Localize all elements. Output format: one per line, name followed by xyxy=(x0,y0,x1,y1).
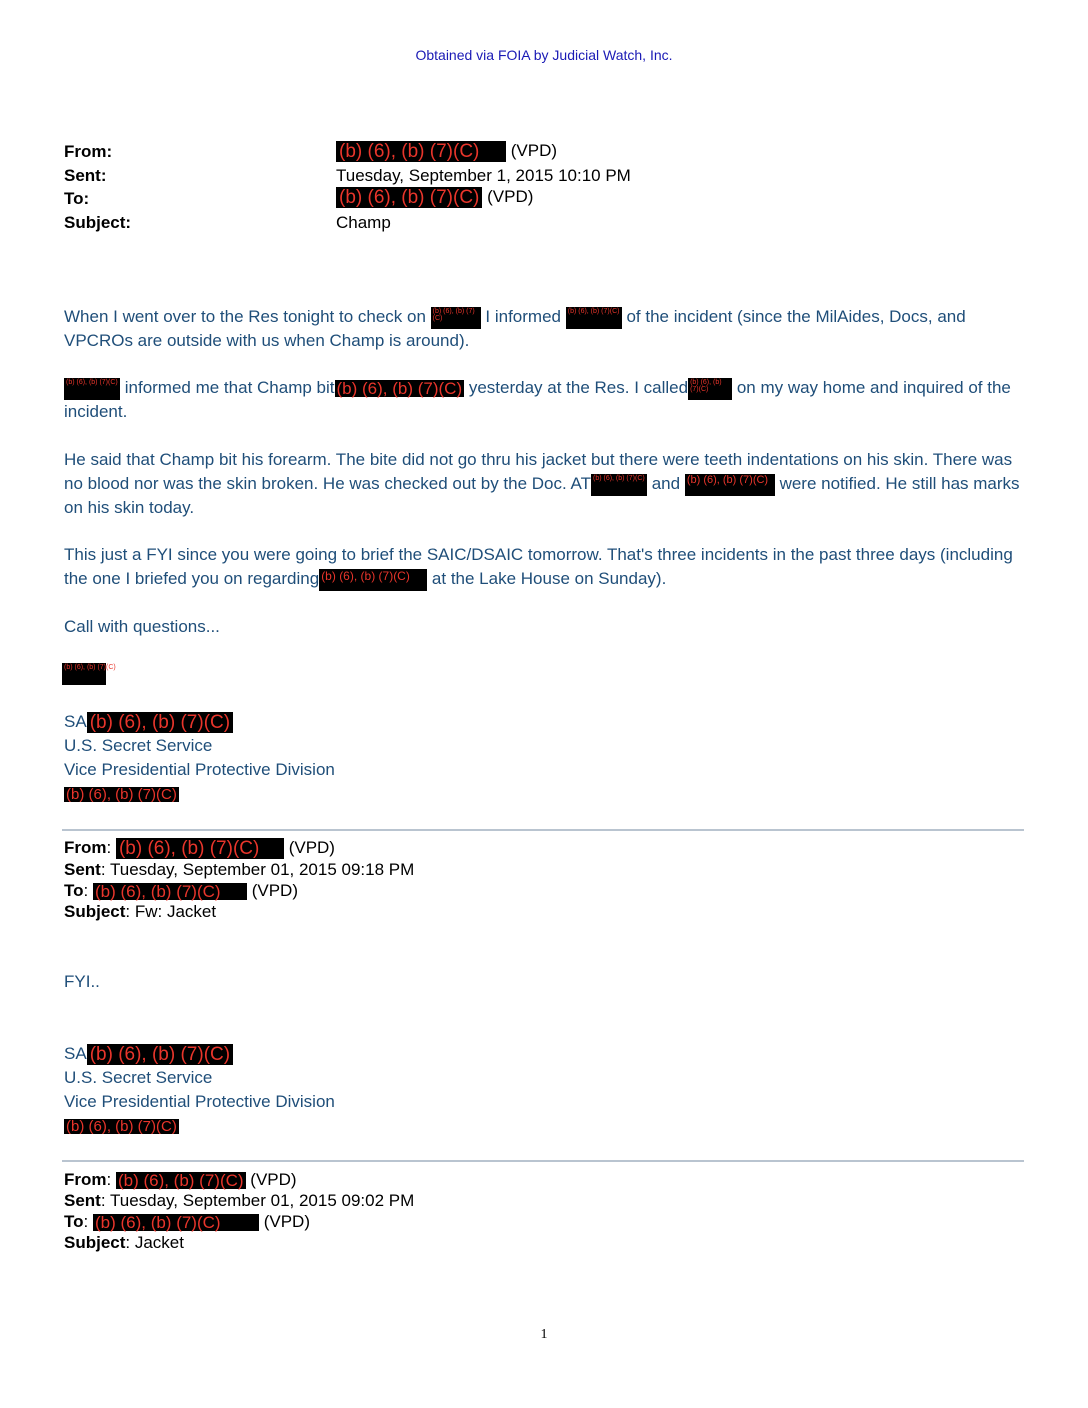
body-paragraph-5: Call with questions... xyxy=(64,617,220,636)
redaction-box: (b) (6), (b) (7)(C) xyxy=(566,307,622,329)
redaction-box: (b) (6), (b) (7)(C) xyxy=(66,786,177,804)
redaction-box: (b) (6), (b) (7)(C) xyxy=(87,712,233,733)
body-paragraph-2: (b) (6), (b) (7)(C) informed me that Champ bit (b) (6), (b) (7)(C) yesterday at the Res. I called (b) (6), (b) (7)(C) on my way home and inquired of the incident. xyxy=(64,378,1011,421)
redaction-box: (b) (6), (b) (7)(C) xyxy=(87,1044,233,1065)
redaction-box: (b) (6), (b) (7)(C) xyxy=(688,378,732,400)
sent-label: Sent: xyxy=(64,166,107,185)
redaction-box: (b) (6), (b) (7)(C) xyxy=(62,663,106,685)
forwarded-header-2: From: (b) (6), (b) (7)(C) (VPD) Sent: Tuesday, September 01, 2015 09:02 PM To: (b) (6), (b) (7)(C) (VPD) Subject: Jacket xyxy=(64,1170,415,1252)
redaction-box: (b) (6), (b) (7)(C) xyxy=(336,379,463,399)
to-label: To: xyxy=(64,189,90,208)
sent-value: Tuesday, September 1, 2015 10:10 PM xyxy=(336,166,631,185)
redaction-box: (b) (6), (b) (7)(C) xyxy=(319,569,427,591)
body-paragraph-1: When I went over to the Res tonight to check on (b) (6), (b) (7)(C) I informed (b) (6), (b) (7)(C) of the incident (since the MilAides, Docs, and VPCROs are outside with us when Champ is around). xyxy=(64,307,966,350)
divider xyxy=(62,1160,1024,1162)
from-label: From: xyxy=(64,142,113,161)
redaction-box: (b) (6), (b) (7)(C) xyxy=(93,1214,259,1231)
signature-division: Vice Presidential Protective Division xyxy=(64,1092,335,1111)
redaction-box: (b) (6), (b) (7)(C) xyxy=(336,141,506,162)
from-suffix: (VPD) xyxy=(510,141,558,160)
redaction-box: (b) (6), (b) (7)(C) xyxy=(116,838,284,859)
signature-agency: U.S. Secret Service xyxy=(64,1068,213,1087)
redaction-box: (b) (6), (b) (7)(C) xyxy=(591,474,647,496)
redaction-box: (b) (6), (b) (7)(C) xyxy=(66,1118,177,1136)
redaction-box: (b) (6), (b) (7)(C) xyxy=(93,883,247,900)
forwarded-header-1: From: (b) (6), (b) (7)(C) (VPD) Sent: Tuesday, September 01, 2015 09:18 PM To: (b) (6), (b) (7)(C) (VPD) Subject: Fw: Jacket xyxy=(64,838,415,922)
signature-division: Vice Presidential Protective Division xyxy=(64,760,335,779)
redaction-box: (b) (6), (b) (7)(C) xyxy=(431,307,481,329)
redaction-box: (b) (6), (b) (7)(C) xyxy=(336,187,482,208)
body-paragraph-3: He said that Champ bit his forearm. The bite did not go thru his jacket but there were teeth indentations on his skin. There was no blood nor was the skin broken. He was checked out by the Doc. AT (b) (6), (b) (7)(C) and (b) (6), (b) (7)(C) were notified. He still has marks on his skin today. xyxy=(64,450,1020,517)
redaction-box: (b) (6), (b) (7)(C) xyxy=(685,474,775,496)
foia-watermark: Obtained via FOIA by Judicial Watch, Inc. xyxy=(415,47,673,63)
subject-value: Champ xyxy=(336,213,391,232)
body-paragraph-4: This just a FYI since you were going to brief the SAIC/DSAIC tomorrow. That's three incidents in the past three days (including the one I briefed you on regarding (b) (6), (b) (7)(C) at the Lake House on Sunday). xyxy=(64,543,1024,591)
to-value xyxy=(336,187,533,208)
signature-agency: U.S. Secret Service xyxy=(64,736,213,755)
subject-label: Subject: xyxy=(64,213,132,232)
divider xyxy=(62,829,1024,831)
to-suffix: (VPD) xyxy=(487,187,534,206)
signature-block: SA (b) (6), (b) (7)(C) U.S. Secret Service Vice Presidential Protective Division (b) (6), (b) (7)(C) xyxy=(64,712,335,804)
redaction-box: (b) (6), (b) (7)(C) xyxy=(117,1171,244,1191)
redaction-box: (b) (6), (b) (7)(C) xyxy=(64,378,120,400)
from-value xyxy=(336,141,557,162)
initials-redaction xyxy=(62,663,116,685)
forwarded-body-1: FYI.. xyxy=(64,972,100,991)
page-number: 1 xyxy=(540,1327,548,1342)
signature-block-2: SA (b) (6), (b) (7)(C) U.S. Secret Service Vice Presidential Protective Division (b) (6), (b) (7)(C) xyxy=(64,1044,335,1136)
